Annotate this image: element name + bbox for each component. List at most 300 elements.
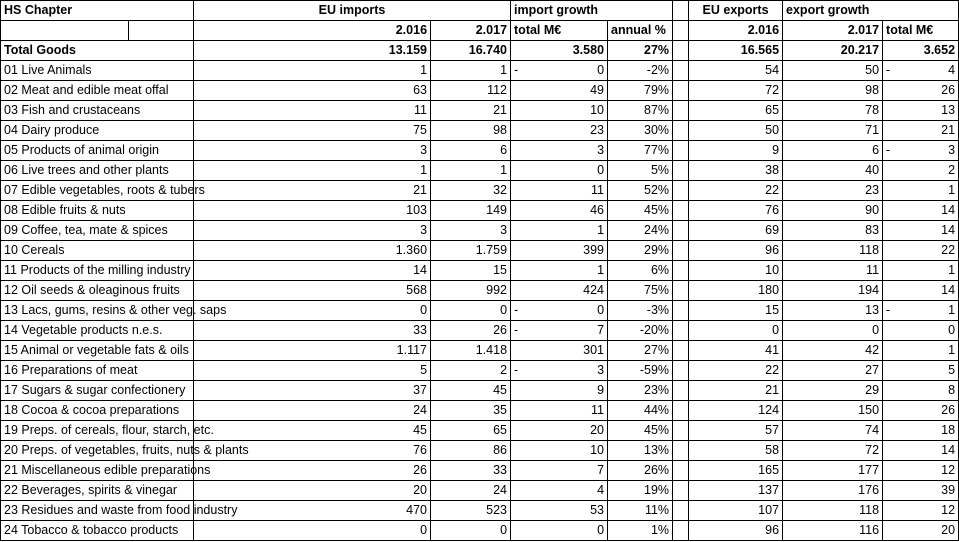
import-2016-value: 1 xyxy=(194,161,431,181)
table-row xyxy=(1,461,959,481)
growth-value: 46 xyxy=(590,203,605,217)
table-row xyxy=(1,381,959,401)
export-total-value xyxy=(883,141,959,161)
import-2017-value: 112 xyxy=(431,81,511,101)
import-annual-value: 27% xyxy=(608,341,673,361)
export-total-value xyxy=(883,501,959,521)
export-total-value xyxy=(883,261,959,281)
import-2016-value: 5 xyxy=(194,361,431,381)
spacer-cell xyxy=(673,1,689,21)
chapter-label: 15 Animal or vegetable fats & oils xyxy=(1,341,194,361)
import-total-value xyxy=(511,241,608,261)
export-2016-value: 16.565 xyxy=(689,41,783,61)
export-total-value xyxy=(883,321,959,341)
spacer-cell xyxy=(673,441,689,461)
export-2017-value: 177 xyxy=(783,461,883,481)
growth-value: 399 xyxy=(583,243,605,257)
table-row xyxy=(1,81,959,101)
growth-value: 20 xyxy=(590,423,605,437)
import-2017-value: 6 xyxy=(431,141,511,161)
table-row xyxy=(1,521,959,541)
import-annual-value: 30% xyxy=(608,121,673,141)
export-2016-value: 180 xyxy=(689,281,783,301)
export-total-value xyxy=(883,121,959,141)
import-2017-value: 24 xyxy=(431,481,511,501)
spacer-cell xyxy=(673,21,689,41)
chapter-label: 09 Coffee, tea, mate & spices xyxy=(1,221,194,241)
minus-sign: - xyxy=(886,143,891,157)
growth-value: 20 xyxy=(941,523,956,537)
header-row-1 xyxy=(1,1,959,21)
export-2017-value: 40 xyxy=(783,161,883,181)
import-total-value xyxy=(511,141,608,161)
import-2017-value: 32 xyxy=(431,181,511,201)
import-annual-value: 1% xyxy=(608,521,673,541)
growth-value: 10 xyxy=(590,103,605,117)
import-total-value xyxy=(511,501,608,521)
export-total-value xyxy=(883,201,959,221)
export-2017-value: 50 xyxy=(783,61,883,81)
import-2017-value: 992 xyxy=(431,281,511,301)
growth-value: 3 xyxy=(597,143,605,157)
spacer-cell xyxy=(673,481,689,501)
spacer-cell xyxy=(673,61,689,81)
spacer-cell xyxy=(673,381,689,401)
export-2016-header: 2.016 xyxy=(689,21,783,41)
chapter-label: 04 Dairy produce xyxy=(1,121,194,141)
chapter-label: 06 Live trees and other plants xyxy=(1,161,194,181)
growth-value: 4 xyxy=(597,483,605,497)
table-row xyxy=(1,121,959,141)
export-total-value xyxy=(883,461,959,481)
import-annual-value: 19% xyxy=(608,481,673,501)
import-annual-value: 77% xyxy=(608,141,673,161)
import-total-value xyxy=(511,181,608,201)
export-2017-value: 118 xyxy=(783,241,883,261)
export-2017-value: 6 xyxy=(783,141,883,161)
chapter-label: 24 Tobacco & tobacco products xyxy=(1,521,194,541)
table-row xyxy=(1,401,959,421)
minus-sign: - xyxy=(886,303,891,317)
import-total-value xyxy=(511,161,608,181)
table-row xyxy=(1,261,959,281)
export-total-value xyxy=(883,481,959,501)
growth-value: 18 xyxy=(941,423,956,437)
chapter-label: 07 Edible vegetables, roots & tubers xyxy=(1,181,194,201)
chapter-label: 19 Preps. of cereals, flour, starch, etc. xyxy=(1,421,194,441)
import-annual-value: 24% xyxy=(608,221,673,241)
import-2017-value: 35 xyxy=(431,401,511,421)
chapter-label: 12 Oil seeds & oleaginous fruits xyxy=(1,281,194,301)
chapter-label: 03 Fish and crustaceans xyxy=(1,101,194,121)
chapter-label: 11 Products of the milling industry xyxy=(1,261,194,281)
export-2016-value: 76 xyxy=(689,201,783,221)
import-2016-value: 37 xyxy=(194,381,431,401)
import-annual-value: 44% xyxy=(608,401,673,421)
spacer-cell xyxy=(673,101,689,121)
export-2016-value: 96 xyxy=(689,241,783,261)
export-2016-value: 165 xyxy=(689,461,783,481)
export-2016-value: 38 xyxy=(689,161,783,181)
growth-value: 22 xyxy=(941,243,956,257)
import-total-header: total M€ xyxy=(511,21,608,41)
table-row xyxy=(1,301,959,321)
chapter-label: 22 Beverages, spirits & vinegar xyxy=(1,481,194,501)
export-2016-value: 58 xyxy=(689,441,783,461)
export-total-value xyxy=(883,181,959,201)
export-2016-value: 0 xyxy=(689,321,783,341)
import-2017-value: 1.418 xyxy=(431,341,511,361)
blank-cell xyxy=(1,21,129,41)
import-2017-value: 15 xyxy=(431,261,511,281)
import-annual-value: 29% xyxy=(608,241,673,261)
spacer-cell xyxy=(673,241,689,261)
growth-value: 424 xyxy=(583,283,605,297)
table-row xyxy=(1,161,959,181)
minus-sign: - xyxy=(514,63,519,77)
chapter-label: 16 Preparations of meat xyxy=(1,361,194,381)
minus-sign: - xyxy=(886,63,891,77)
export-total-value xyxy=(883,381,959,401)
growth-value: 0 xyxy=(597,63,605,77)
import-annual-value: 87% xyxy=(608,101,673,121)
import-annual-value: 11% xyxy=(608,501,673,521)
import-total-value xyxy=(511,201,608,221)
export-2016-value: 137 xyxy=(689,481,783,501)
spacer-cell xyxy=(673,321,689,341)
table-row xyxy=(1,501,959,521)
growth-value: 7 xyxy=(597,323,605,337)
import-2016-value: 76 xyxy=(194,441,431,461)
growth-value: 0 xyxy=(597,303,605,317)
chapter-label: 05 Products of animal origin xyxy=(1,141,194,161)
total-row xyxy=(1,41,959,61)
growth-value: 9 xyxy=(597,383,605,397)
spacer-cell xyxy=(673,361,689,381)
import-2016-header: 2.016 xyxy=(194,21,431,41)
growth-value: 3 xyxy=(948,143,956,157)
import-2016-value: 21 xyxy=(194,181,431,201)
import-2016-value: 24 xyxy=(194,401,431,421)
table-row xyxy=(1,281,959,301)
import-2017-value: 21 xyxy=(431,101,511,121)
export-total-value xyxy=(883,101,959,121)
export-2017-value: 118 xyxy=(783,501,883,521)
export-2017-value: 176 xyxy=(783,481,883,501)
eu-exports-header: EU exports xyxy=(689,1,783,21)
import-2017-value: 33 xyxy=(431,461,511,481)
import-total-value xyxy=(511,41,608,61)
export-2016-value: 21 xyxy=(689,381,783,401)
export-2016-value: 96 xyxy=(689,521,783,541)
import-2017-value: 149 xyxy=(431,201,511,221)
export-2016-value: 50 xyxy=(689,121,783,141)
export-total-value xyxy=(883,41,959,61)
export-2017-value: 74 xyxy=(783,421,883,441)
growth-value: 0 xyxy=(597,523,605,537)
import-total-value xyxy=(511,421,608,441)
chapter-label: 23 Residues and waste from food industry xyxy=(1,501,194,521)
chapter-label: 14 Vegetable products n.e.s. xyxy=(1,321,194,341)
export-total-value xyxy=(883,441,959,461)
import-total-value xyxy=(511,341,608,361)
import-2016-value: 1.360 xyxy=(194,241,431,261)
growth-value: 14 xyxy=(941,443,956,457)
spacer-cell xyxy=(673,461,689,481)
import-2017-value: 0 xyxy=(431,521,511,541)
import-2016-value: 63 xyxy=(194,81,431,101)
growth-value: 5 xyxy=(948,363,956,377)
export-total-value xyxy=(883,61,959,81)
import-2017-value: 3 xyxy=(431,221,511,241)
import-2017-value: 1.759 xyxy=(431,241,511,261)
import-total-value xyxy=(511,61,608,81)
import-2017-value: 16.740 xyxy=(431,41,511,61)
import-total-value xyxy=(511,261,608,281)
import-annual-value: 79% xyxy=(608,81,673,101)
spacer-cell xyxy=(673,81,689,101)
export-total-value xyxy=(883,341,959,361)
export-growth-header: export growth xyxy=(783,1,959,21)
import-2016-value: 11 xyxy=(194,101,431,121)
spacer-cell xyxy=(673,41,689,61)
chapter-label: Total Goods xyxy=(1,41,194,61)
import-annual-value: -59% xyxy=(608,361,673,381)
import-total-value xyxy=(511,321,608,341)
spacer-cell xyxy=(673,221,689,241)
blank-cell xyxy=(129,21,194,41)
growth-value: 8 xyxy=(948,383,956,397)
import-2016-value: 14 xyxy=(194,261,431,281)
growth-value: 13 xyxy=(941,103,956,117)
export-total-value xyxy=(883,361,959,381)
import-2017-value: 1 xyxy=(431,61,511,81)
import-total-value xyxy=(511,361,608,381)
import-annual-value: 26% xyxy=(608,461,673,481)
import-annual-value: 45% xyxy=(608,201,673,221)
chapter-label: 02 Meat and edible meat offal xyxy=(1,81,194,101)
import-annual-value: 45% xyxy=(608,421,673,441)
chapter-label: 01 Live Animals xyxy=(1,61,194,81)
export-2016-value: 15 xyxy=(689,301,783,321)
export-2016-value: 69 xyxy=(689,221,783,241)
import-annual-value: 5% xyxy=(608,161,673,181)
export-2017-value: 150 xyxy=(783,401,883,421)
minus-sign: - xyxy=(514,303,519,317)
growth-value: 26 xyxy=(941,83,956,97)
spacer-cell xyxy=(673,201,689,221)
import-2017-value: 2 xyxy=(431,361,511,381)
export-2016-value: 22 xyxy=(689,361,783,381)
export-total-value xyxy=(883,81,959,101)
growth-value: 14 xyxy=(941,203,956,217)
spacer-cell xyxy=(673,301,689,321)
spacer-cell xyxy=(673,161,689,181)
growth-value: 12 xyxy=(941,503,956,517)
table-row xyxy=(1,181,959,201)
export-2017-value: 72 xyxy=(783,441,883,461)
header-row-2 xyxy=(1,21,959,41)
spacer-cell xyxy=(673,121,689,141)
import-2016-value: 26 xyxy=(194,461,431,481)
export-2016-value: 72 xyxy=(689,81,783,101)
export-2017-value: 116 xyxy=(783,521,883,541)
export-2016-value: 9 xyxy=(689,141,783,161)
import-2016-value: 1.117 xyxy=(194,341,431,361)
import-2016-value: 103 xyxy=(194,201,431,221)
spacer-cell xyxy=(673,421,689,441)
table-row xyxy=(1,481,959,501)
import-annual-value: 52% xyxy=(608,181,673,201)
spacer-cell xyxy=(673,181,689,201)
growth-value: 301 xyxy=(583,343,605,357)
spacer-cell xyxy=(673,501,689,521)
growth-value: 49 xyxy=(590,83,605,97)
export-2017-value: 71 xyxy=(783,121,883,141)
import-annual-value: 75% xyxy=(608,281,673,301)
import-2017-header: 2.017 xyxy=(431,21,511,41)
import-annual-header: annual % xyxy=(608,21,673,41)
import-2017-value: 0 xyxy=(431,301,511,321)
export-total-value xyxy=(883,161,959,181)
growth-value: 53 xyxy=(590,503,605,517)
export-2016-value: 10 xyxy=(689,261,783,281)
export-total-value xyxy=(883,241,959,261)
minus-sign: - xyxy=(514,323,519,337)
import-total-value xyxy=(511,461,608,481)
export-total-value xyxy=(883,421,959,441)
table-row xyxy=(1,61,959,81)
spacer-cell xyxy=(673,281,689,301)
growth-value: 1 xyxy=(597,263,605,277)
export-2017-value: 29 xyxy=(783,381,883,401)
growth-value: 4 xyxy=(948,63,956,77)
import-annual-value: 27% xyxy=(608,41,673,61)
chapter-label: 08 Edible fruits & nuts xyxy=(1,201,194,221)
growth-value: 1 xyxy=(948,263,956,277)
minus-sign: - xyxy=(514,363,519,377)
import-2017-value: 26 xyxy=(431,321,511,341)
export-2017-value: 27 xyxy=(783,361,883,381)
spacer-cell xyxy=(673,261,689,281)
growth-value: 1 xyxy=(597,223,605,237)
import-total-value xyxy=(511,481,608,501)
export-2017-value: 0 xyxy=(783,321,883,341)
import-annual-value: -2% xyxy=(608,61,673,81)
export-2017-value: 98 xyxy=(783,81,883,101)
table-row xyxy=(1,201,959,221)
spacer-cell xyxy=(673,141,689,161)
spacer-cell xyxy=(673,341,689,361)
export-2016-value: 124 xyxy=(689,401,783,421)
table-row xyxy=(1,101,959,121)
import-growth-header: import growth xyxy=(511,1,673,21)
import-2016-value: 1 xyxy=(194,61,431,81)
import-2016-value: 33 xyxy=(194,321,431,341)
import-annual-value: 13% xyxy=(608,441,673,461)
export-2017-value: 194 xyxy=(783,281,883,301)
export-2016-value: 41 xyxy=(689,341,783,361)
import-total-value xyxy=(511,521,608,541)
export-total-header: total M€ xyxy=(883,21,959,41)
spacer-cell xyxy=(673,521,689,541)
import-2017-value: 86 xyxy=(431,441,511,461)
import-2017-value: 523 xyxy=(431,501,511,521)
table-row xyxy=(1,441,959,461)
import-2016-value: 75 xyxy=(194,121,431,141)
growth-value: 11 xyxy=(591,183,605,197)
growth-value: 1 xyxy=(948,303,956,317)
import-2017-value: 65 xyxy=(431,421,511,441)
growth-value: 14 xyxy=(941,223,956,237)
export-2017-value: 20.217 xyxy=(783,41,883,61)
import-2017-value: 45 xyxy=(431,381,511,401)
export-2017-value: 83 xyxy=(783,221,883,241)
import-total-value xyxy=(511,101,608,121)
growth-value: 21 xyxy=(941,123,956,137)
import-total-value xyxy=(511,301,608,321)
export-total-value xyxy=(883,301,959,321)
import-annual-value: -3% xyxy=(608,301,673,321)
import-2016-value: 0 xyxy=(194,301,431,321)
chapter-label: 18 Cocoa & cocoa preparations xyxy=(1,401,194,421)
growth-value: 3.580 xyxy=(572,43,605,57)
export-2017-header: 2.017 xyxy=(783,21,883,41)
export-2016-value: 57 xyxy=(689,421,783,441)
import-2016-value: 3 xyxy=(194,221,431,241)
growth-value: 2 xyxy=(948,163,956,177)
growth-value: 12 xyxy=(941,463,956,477)
eu-imports-header: EU imports xyxy=(194,1,511,21)
import-2016-value: 470 xyxy=(194,501,431,521)
growth-value: 39 xyxy=(941,483,956,497)
import-2016-value: 20 xyxy=(194,481,431,501)
import-2016-value: 45 xyxy=(194,421,431,441)
growth-value: 3 xyxy=(597,363,605,377)
spacer-cell xyxy=(673,401,689,421)
table-row xyxy=(1,141,959,161)
growth-value: 3.652 xyxy=(923,43,956,57)
chapter-label: 21 Miscellaneous edible preparations xyxy=(1,461,194,481)
export-2017-value: 90 xyxy=(783,201,883,221)
hs-chapter-header: HS Chapter xyxy=(1,1,194,21)
import-total-value xyxy=(511,221,608,241)
chapter-label: 17 Sugars & sugar confectionery xyxy=(1,381,194,401)
export-2017-value: 42 xyxy=(783,341,883,361)
table-row xyxy=(1,361,959,381)
import-annual-value: 6% xyxy=(608,261,673,281)
chapter-label: 20 Preps. of vegetables, fruits, nuts & plants xyxy=(1,441,194,461)
import-2017-value: 1 xyxy=(431,161,511,181)
growth-value: 23 xyxy=(590,123,605,137)
import-total-value xyxy=(511,81,608,101)
growth-value: 7 xyxy=(597,463,605,477)
import-2016-value: 568 xyxy=(194,281,431,301)
growth-value: 0 xyxy=(597,163,605,177)
import-total-value xyxy=(511,381,608,401)
export-2016-value: 65 xyxy=(689,101,783,121)
import-total-value xyxy=(511,401,608,421)
growth-value: 14 xyxy=(941,283,956,297)
growth-value: 0 xyxy=(948,323,956,337)
growth-value: 1 xyxy=(948,183,956,197)
growth-value: 26 xyxy=(941,403,956,417)
export-2017-value: 11 xyxy=(783,261,883,281)
export-2017-value: 78 xyxy=(783,101,883,121)
export-2017-value: 23 xyxy=(783,181,883,201)
export-total-value xyxy=(883,401,959,421)
table-row xyxy=(1,241,959,261)
